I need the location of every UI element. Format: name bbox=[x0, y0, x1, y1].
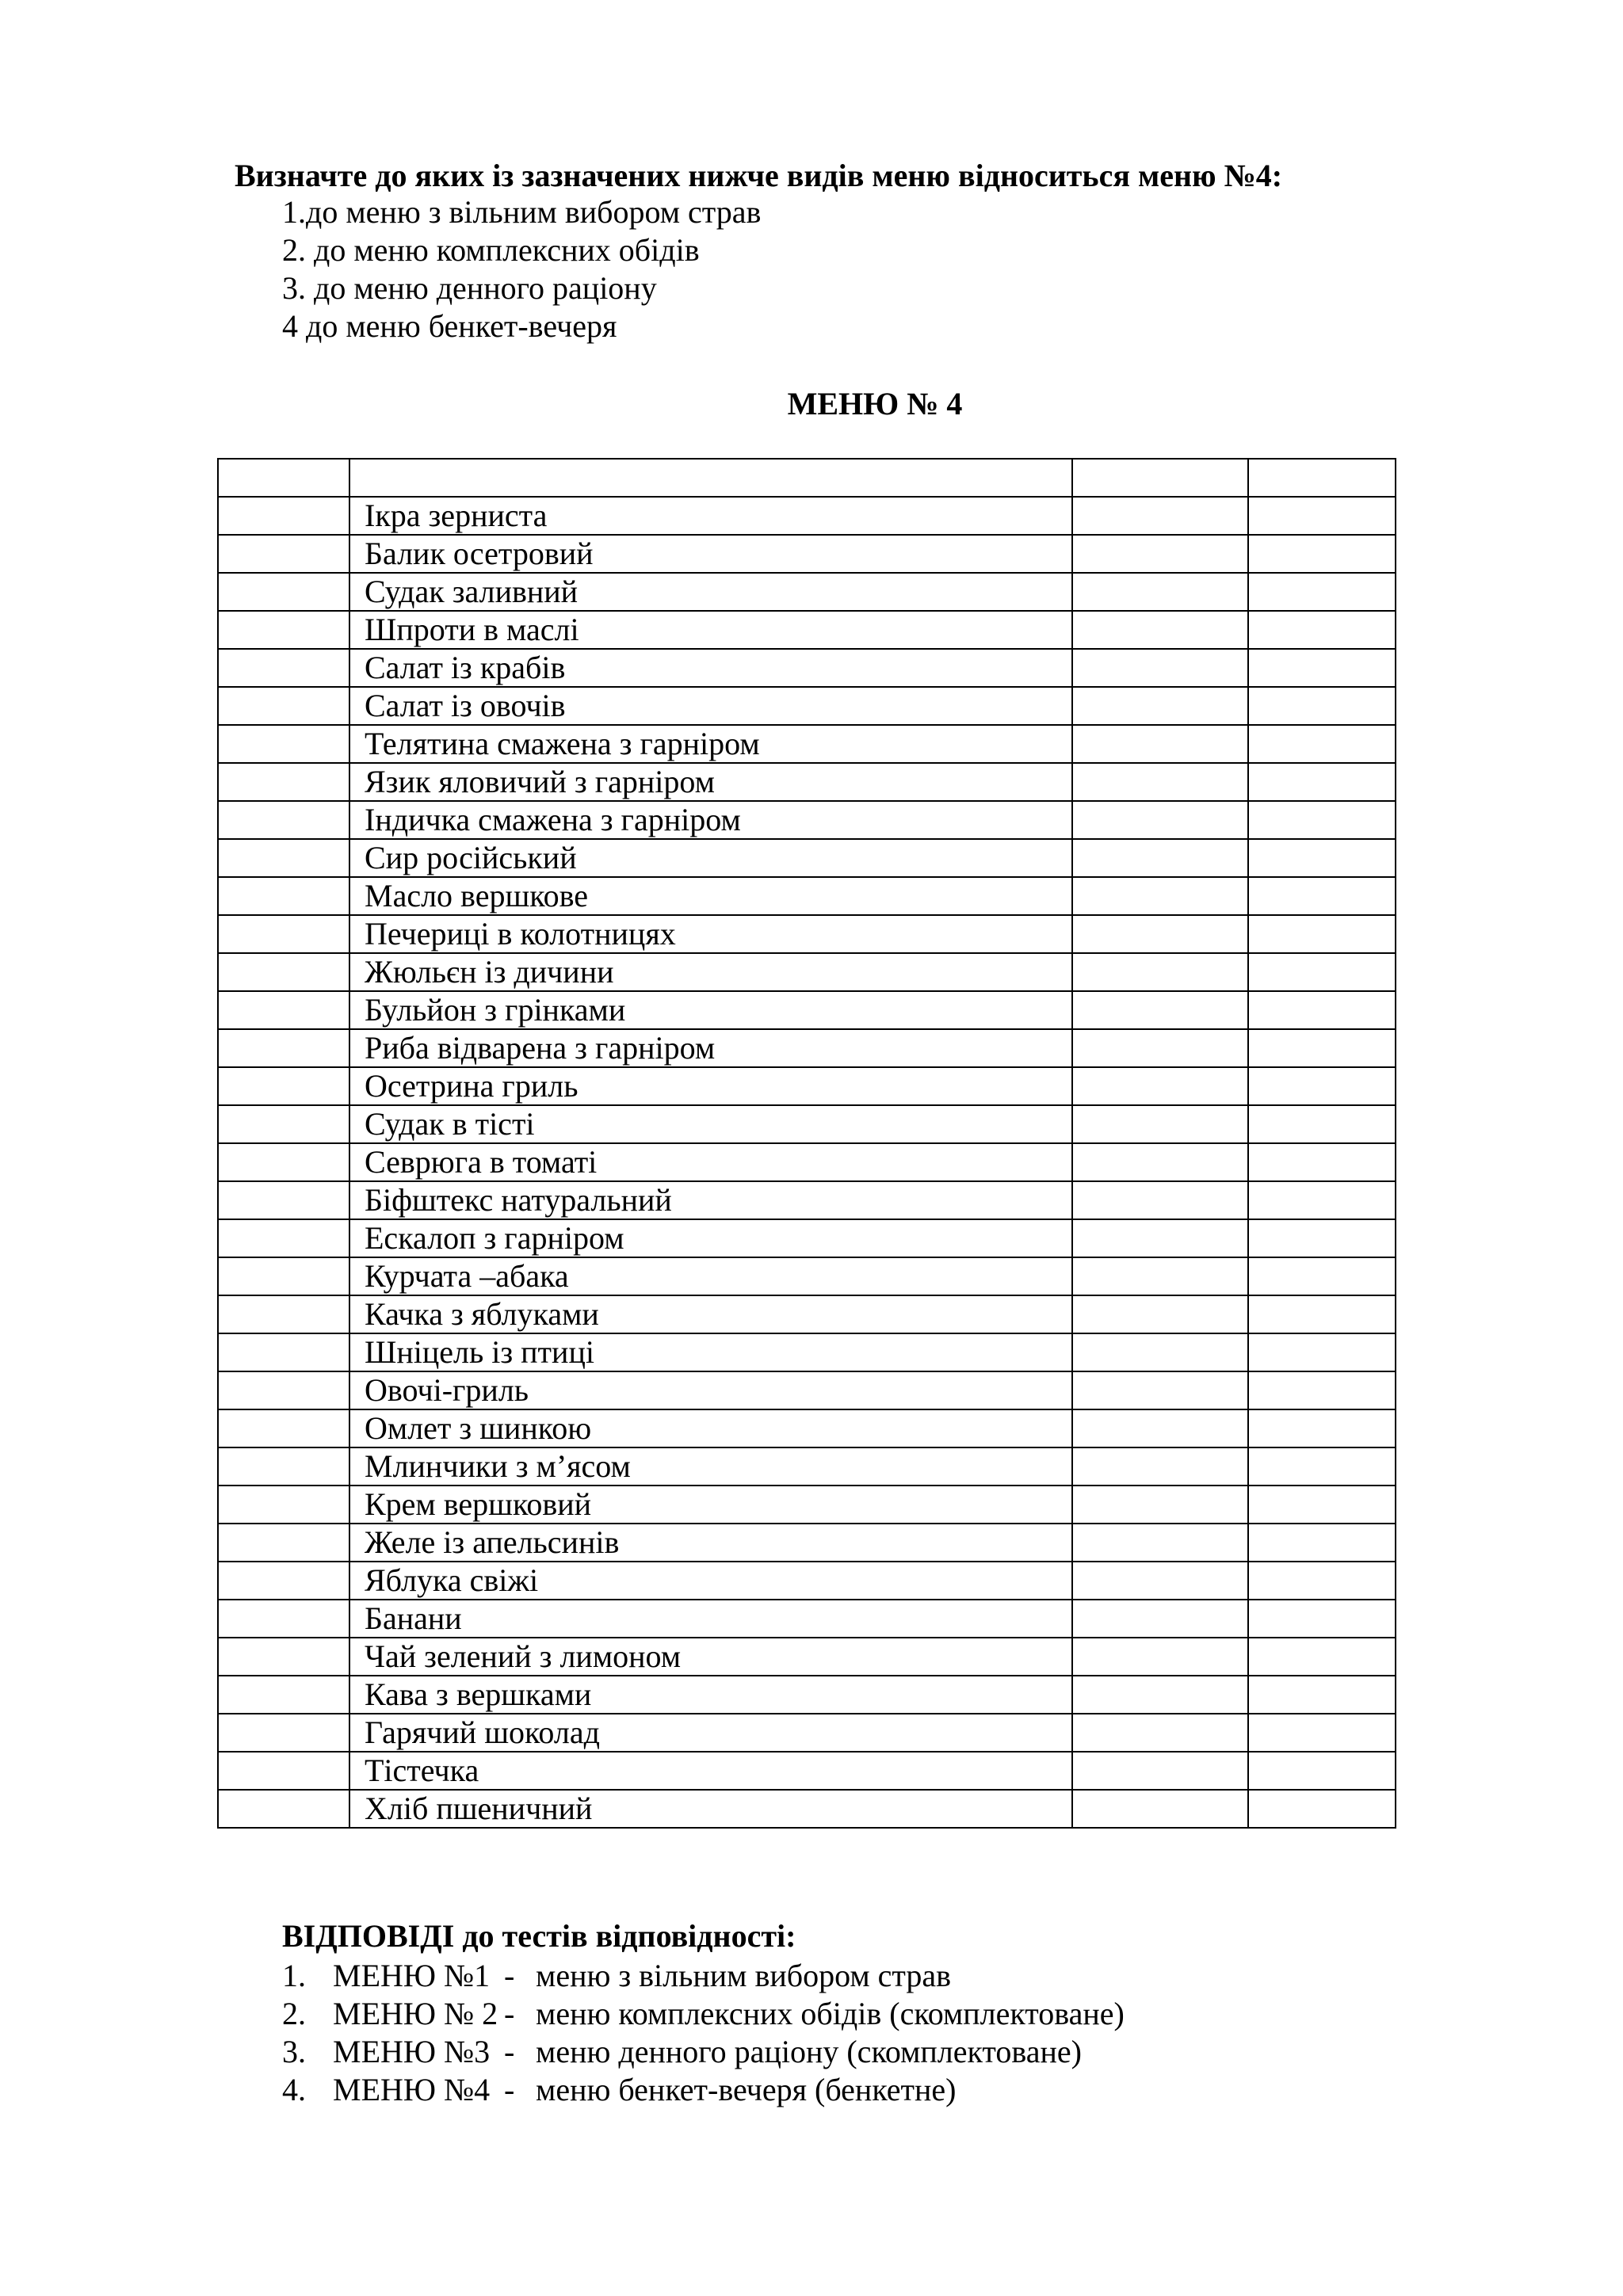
table-cell bbox=[218, 1333, 349, 1371]
table-row bbox=[218, 1333, 1396, 1371]
answer-dash: - bbox=[504, 1958, 515, 1993]
table-row bbox=[218, 1029, 1396, 1067]
table-cell bbox=[218, 1486, 349, 1524]
table-cell bbox=[1072, 1638, 1248, 1676]
table-cell bbox=[1072, 1486, 1248, 1524]
table-cell bbox=[1072, 611, 1248, 649]
table-cell bbox=[1248, 1295, 1396, 1333]
table-cell bbox=[218, 1447, 349, 1486]
table-cell bbox=[1248, 1333, 1396, 1371]
options-list bbox=[282, 193, 761, 345]
table-row bbox=[218, 497, 1396, 535]
menu-item-name: Бульйон з грінками bbox=[349, 991, 1072, 1029]
table-cell bbox=[218, 611, 349, 649]
table-cell bbox=[1072, 1067, 1248, 1105]
table-row bbox=[218, 1600, 1396, 1638]
table-cell bbox=[1072, 497, 1248, 535]
table-cell bbox=[218, 877, 349, 915]
table-cell bbox=[1248, 1029, 1396, 1067]
table-cell bbox=[1248, 1257, 1396, 1295]
table-row bbox=[218, 1562, 1396, 1600]
table-row bbox=[218, 1524, 1396, 1562]
table-cell bbox=[218, 1105, 349, 1143]
table-row bbox=[218, 535, 1396, 573]
table-cell bbox=[1248, 725, 1396, 763]
menu-item-name: Індичка смажена з гарніром bbox=[349, 801, 1072, 839]
table-cell bbox=[1248, 687, 1396, 725]
table-cell bbox=[218, 687, 349, 725]
table-cell bbox=[1072, 687, 1248, 725]
table-row bbox=[218, 1143, 1396, 1181]
answer-dash: - bbox=[504, 2072, 515, 2107]
menu-item-name: Севрюга в томаті bbox=[349, 1143, 1072, 1181]
table-cell bbox=[1072, 535, 1248, 573]
menu-item-name: Крем вершковий bbox=[349, 1486, 1072, 1524]
answer-dash: - bbox=[504, 2034, 515, 2069]
table-cell bbox=[1248, 877, 1396, 915]
table-cell bbox=[1072, 763, 1248, 801]
table-cell bbox=[1072, 1562, 1248, 1600]
table-cell bbox=[218, 1219, 349, 1257]
menu-item-name: Балик осетровий bbox=[349, 535, 1072, 573]
table-cell bbox=[1072, 1181, 1248, 1219]
answer-menu-label: МЕНЮ №4 bbox=[333, 2072, 491, 2107]
table-cell bbox=[218, 1676, 349, 1714]
answer-menu-label: МЕНЮ № 2 bbox=[333, 1996, 498, 2031]
table-row bbox=[218, 877, 1396, 915]
table-cell bbox=[1248, 1447, 1396, 1486]
option-item: 1.до меню з вільним вибором страв bbox=[282, 194, 762, 230]
table-cell bbox=[1248, 1714, 1396, 1752]
table-cell bbox=[1248, 839, 1396, 877]
option-item: 2. до меню комплексних обідів bbox=[282, 232, 700, 268]
menu-item-name: Ескалоп з гарніром bbox=[349, 1219, 1072, 1257]
table-cell bbox=[1248, 1219, 1396, 1257]
table-cell bbox=[1072, 1333, 1248, 1371]
table-cell bbox=[218, 1409, 349, 1447]
table-cell bbox=[1072, 877, 1248, 915]
menu-item-name: Язик яловичий з гарніром bbox=[349, 763, 1072, 801]
table-row bbox=[218, 1105, 1396, 1143]
table-row bbox=[218, 687, 1396, 725]
menu-item-name: Чай зелений з лимоном bbox=[349, 1638, 1072, 1676]
table-cell bbox=[218, 1524, 349, 1562]
table-cell bbox=[218, 1295, 349, 1333]
table-cell bbox=[1248, 1524, 1396, 1562]
table-cell bbox=[1072, 1105, 1248, 1143]
answer-menu-label: МЕНЮ №1 bbox=[333, 1958, 491, 1993]
answer-dash: - bbox=[504, 1996, 515, 2031]
menu-item-name: Ікра зерниста bbox=[349, 497, 1072, 535]
menu-item-name: Банани bbox=[349, 1600, 1072, 1638]
table-cell bbox=[1248, 1143, 1396, 1181]
table-cell bbox=[218, 1600, 349, 1638]
table-header-row bbox=[218, 459, 1396, 497]
table-cell bbox=[1072, 1143, 1248, 1181]
menu-item-name: Судак заливний bbox=[349, 573, 1072, 611]
table-cell bbox=[1248, 1676, 1396, 1714]
menu-item-name: Риба відварена з гарніром bbox=[349, 1029, 1072, 1067]
table-cell bbox=[218, 1143, 349, 1181]
menu-item-name: Хліб пшеничний bbox=[349, 1790, 1072, 1828]
table-row bbox=[218, 1790, 1396, 1828]
table-cell bbox=[1248, 1105, 1396, 1143]
table-cell bbox=[1248, 1752, 1396, 1790]
table-cell bbox=[218, 1371, 349, 1409]
table-row bbox=[218, 1067, 1396, 1105]
table-cell bbox=[218, 1714, 349, 1752]
table-row bbox=[218, 763, 1396, 801]
menu-item-name: Яблука свіжі bbox=[349, 1562, 1072, 1600]
table-cell bbox=[1248, 1409, 1396, 1447]
answer-description: меню бенкет-вечеря (бенкетне) bbox=[536, 2072, 957, 2107]
table-cell bbox=[1248, 953, 1396, 991]
table-cell bbox=[218, 1790, 349, 1828]
menu-item-name: Сир російський bbox=[349, 839, 1072, 877]
menu-item-name: Масло вершкове bbox=[349, 877, 1072, 915]
table-cell bbox=[1072, 1257, 1248, 1295]
table-cell bbox=[1248, 459, 1396, 497]
table-row bbox=[218, 1257, 1396, 1295]
table-cell bbox=[1072, 1029, 1248, 1067]
table-row bbox=[218, 1638, 1396, 1676]
table-cell bbox=[218, 535, 349, 573]
menu-title: МЕНЮ № 4 bbox=[787, 386, 963, 421]
table-cell bbox=[218, 649, 349, 687]
table-cell bbox=[218, 991, 349, 1029]
menu-item-name: Шпроти в маслі bbox=[349, 611, 1072, 649]
menu-item-name: Овочі-гриль bbox=[349, 1371, 1072, 1409]
table-cell bbox=[218, 1638, 349, 1676]
answer-number: 4. bbox=[282, 2072, 306, 2107]
answer-item bbox=[282, 1957, 1125, 1995]
table-row bbox=[218, 1714, 1396, 1752]
table-row bbox=[218, 1409, 1396, 1447]
table-row bbox=[218, 611, 1396, 649]
table-cell bbox=[1072, 801, 1248, 839]
table-cell bbox=[1072, 1676, 1248, 1714]
option-item: 4 до меню бенкет-вечеря bbox=[282, 308, 617, 344]
table-cell bbox=[1248, 1562, 1396, 1600]
menu-item-name: Біфштекс натуральний bbox=[349, 1181, 1072, 1219]
answer-description: меню з вільним вибором страв bbox=[536, 1958, 952, 1993]
table-cell bbox=[218, 763, 349, 801]
table-cell bbox=[1072, 1447, 1248, 1486]
table-cell bbox=[218, 953, 349, 991]
table-cell bbox=[1248, 1371, 1396, 1409]
table-row bbox=[218, 573, 1396, 611]
table-row bbox=[218, 725, 1396, 763]
menu-item-name: Млинчики з м’ясом bbox=[349, 1447, 1072, 1486]
table-cell bbox=[1248, 1486, 1396, 1524]
table-cell bbox=[218, 1029, 349, 1067]
table-cell bbox=[218, 573, 349, 611]
answers-list bbox=[282, 1957, 1125, 2109]
table-cell bbox=[218, 1181, 349, 1219]
table-cell bbox=[1072, 1371, 1248, 1409]
table-cell bbox=[1248, 649, 1396, 687]
table-row bbox=[218, 915, 1396, 953]
table-cell bbox=[218, 1067, 349, 1105]
table-cell bbox=[1072, 1790, 1248, 1828]
menu-item-name: Шніцель із птиці bbox=[349, 1333, 1072, 1371]
answer-number: 1. bbox=[282, 1958, 306, 1993]
menu-item-name: Омлет з шинкою bbox=[349, 1409, 1072, 1447]
table-cell bbox=[1248, 497, 1396, 535]
table-cell bbox=[218, 839, 349, 877]
table-row bbox=[218, 1752, 1396, 1790]
table-cell bbox=[1072, 1524, 1248, 1562]
menu-item-name: Телятина смажена з гарніром bbox=[349, 725, 1072, 763]
answers-heading: ВІДПОВІДІ до тестів відповідності: bbox=[282, 1918, 796, 1954]
table-row bbox=[218, 1295, 1396, 1333]
table-row bbox=[218, 991, 1396, 1029]
table-cell bbox=[1072, 649, 1248, 687]
menu-item-name: Салат із овочів bbox=[349, 687, 1072, 725]
table-cell bbox=[1072, 1295, 1248, 1333]
answer-item bbox=[282, 1995, 1125, 2033]
table-cell bbox=[1248, 801, 1396, 839]
menu-item-name: Судак в тісті bbox=[349, 1105, 1072, 1143]
table-cell bbox=[1248, 535, 1396, 573]
table-cell bbox=[1248, 1600, 1396, 1638]
answer-number: 3. bbox=[282, 2034, 306, 2069]
answer-description: меню комплексних обідів (скомплектоване) bbox=[536, 1996, 1125, 2031]
table-cell bbox=[218, 1257, 349, 1295]
option-item: 3. до меню денного раціону bbox=[282, 270, 657, 306]
table-cell bbox=[1248, 991, 1396, 1029]
table-cell bbox=[218, 497, 349, 535]
table-cell bbox=[1248, 573, 1396, 611]
table-row bbox=[218, 801, 1396, 839]
table-cell bbox=[1072, 991, 1248, 1029]
table-cell bbox=[1072, 1752, 1248, 1790]
table-cell bbox=[218, 725, 349, 763]
table-cell bbox=[1248, 915, 1396, 953]
question-heading: Визначте до яких із зазначених нижче видів меню відноситься меню №4: bbox=[235, 158, 1283, 193]
table-row bbox=[218, 1219, 1396, 1257]
table-cell bbox=[218, 801, 349, 839]
table-cell bbox=[1072, 1219, 1248, 1257]
table-row bbox=[218, 1676, 1396, 1714]
table-cell bbox=[218, 1562, 349, 1600]
table-cell bbox=[1072, 459, 1248, 497]
table-cell bbox=[1072, 953, 1248, 991]
table-cell bbox=[1072, 1714, 1248, 1752]
table-row bbox=[218, 1371, 1396, 1409]
table-cell bbox=[1072, 1409, 1248, 1447]
table-cell bbox=[1248, 1067, 1396, 1105]
menu-item-name: Гарячий шоколад bbox=[349, 1714, 1072, 1752]
answer-menu-label: МЕНЮ №3 bbox=[333, 2034, 491, 2069]
table-cell bbox=[1248, 1790, 1396, 1828]
menu-item-name: Осетрина гриль bbox=[349, 1067, 1072, 1105]
answer-item bbox=[282, 2033, 1125, 2071]
menu-table bbox=[217, 458, 1396, 1829]
table-cell bbox=[1248, 611, 1396, 649]
menu-item-name: Салат із крабів bbox=[349, 649, 1072, 687]
table-cell bbox=[218, 459, 349, 497]
menu-item-name: Качка з яблуками bbox=[349, 1295, 1072, 1333]
table-cell bbox=[218, 1752, 349, 1790]
table-row bbox=[218, 953, 1396, 991]
table-cell bbox=[1072, 839, 1248, 877]
menu-item-name: Жюльєн із дичини bbox=[349, 953, 1072, 991]
table-cell bbox=[218, 915, 349, 953]
table-cell bbox=[349, 459, 1072, 497]
table-cell bbox=[1248, 1638, 1396, 1676]
table-row bbox=[218, 839, 1396, 877]
menu-item-name: Желе із апельсинів bbox=[349, 1524, 1072, 1562]
table-cell bbox=[1072, 915, 1248, 953]
table-row bbox=[218, 1486, 1396, 1524]
menu-item-name: Кава з вершками bbox=[349, 1676, 1072, 1714]
table-row bbox=[218, 1447, 1396, 1486]
table-cell bbox=[1072, 573, 1248, 611]
table-row bbox=[218, 1181, 1396, 1219]
table-cell bbox=[1248, 763, 1396, 801]
answer-item bbox=[282, 2071, 1125, 2109]
menu-item-name: Курчата –абака bbox=[349, 1257, 1072, 1295]
table-cell bbox=[1072, 725, 1248, 763]
table-cell bbox=[1248, 1181, 1396, 1219]
menu-table-body bbox=[218, 459, 1396, 1828]
answer-number: 2. bbox=[282, 1996, 306, 2031]
menu-item-name: Тістечка bbox=[349, 1752, 1072, 1790]
answer-description: меню денного раціону (скомплектоване) bbox=[536, 2034, 1082, 2069]
table-cell bbox=[1072, 1600, 1248, 1638]
table-row bbox=[218, 649, 1396, 687]
menu-item-name: Печериці в колотницях bbox=[349, 915, 1072, 953]
